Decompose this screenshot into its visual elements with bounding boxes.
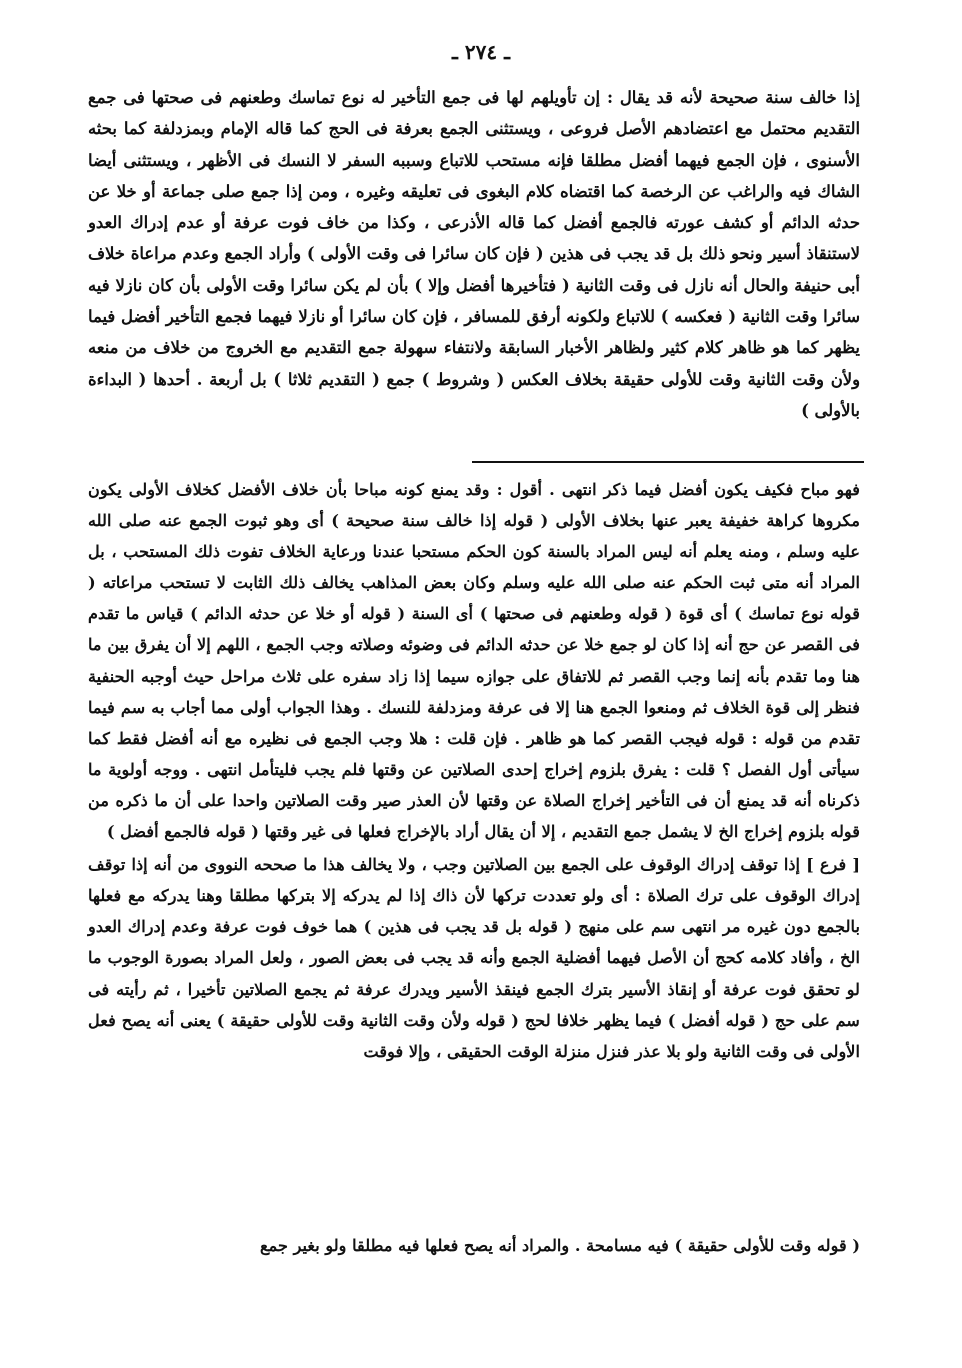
commentary xyxy=(88,474,860,1067)
page-number: ـ ٢٧٤ ـ xyxy=(452,40,510,64)
main-text xyxy=(88,82,860,426)
main-text-paragraph: إذا خالف سنة صحيحة لأنه قد يقال : إن تأويلهم لها فى جمع التأخير له نوع تماسك وطعنهم فى صحتها فى جمع التقديم محتمل مع اعتضادهم الأصل فروعى ، ويستثنى الجمع بعرفة فى الحج كما قاله الإمام وبمزدلفة كما بحثه الأسنوى ، فإن الجمع فيهما أفضل مطلقا فإنه مستحب للاتباع وسببه السفر لا النسك فى الأظهر ، ويستثنى أيضا الشاك فيه والراغب عن الرخصة كما اقتضاه كلام البغوى فى تعليقه وغيره ، ومن إذا جمع صلى جماعة أو خلا عن حدثه الدائم أو كشف عورته فالجمع أفضل كما قاله الأذرعى ، وكذا من خاف فوت عرفة أو عدم إدراك العدو لاستنقاذ أسير ونحو ذلك بل قد يجب فى هذين ( فإن كان سائرا فى وقت الأولى ) وأراد الجمع وعدم مراعاة خلاف أبى حنيفة والحال أنه نازل فى وقت الثانية ( فتأخيرها أفضل وإلا ) بأن لم يكن سائرا وقت الأولى بأن كان نازلا فيه سائرا وقت الثانية ( فعكسه ) للاتباع ولكونه أرفق للمسافر ، فإن كان سائرا أو نازلا فيهما فجمع التأخير أفضل فيما يظهر كما هو ظاهر كلام كثير ولظاهر الأخبار السابقة ولانتفاء سهولة جمع التقديم مع الخروج من خلاف من منعه ولأن وقت الثانية وقت للأولى حقيقة بخلاف العكس ( وشروط ) جمع ( التقديم ثلاثا ) بل أربعة . أحدها ( البداءة بالأولى ) xyxy=(88,88,861,420)
section-divider xyxy=(472,461,864,463)
commentary-paragraph-1: فهو مباح فكيف يكون أفضل فيما ذكر انتهى . أقول : وقد يمنع كونه مباحا بأن خلاف الأفضل كخلاف الأولى يكون مكروها كراهة خفيفة يعبر عنها بخلاف الأولى ( قوله إذا خالف سنة صحيحة ) أى وهو ثبوت الجمع عنه صلى الله عليه وسلم ، ومنه يعلم أنه ليس المراد بالسنة كون الحكم مستحبا عندنا ورعاية الخلاف تفوت ذلك المستحب ، بل المراد أنه متى ثبت الحكم عنه صلى الله عليه وسلم وكان بعض المذاهب يخالف ذلك الثابت لا تستحب مراعاته ( قوله نوع تماسك ) أى قوة ( قوله وطعنهم فى صحتها ) أى السنة ( قوله أو خلا عن حدثه الدائم ) قياس ما تقدم فى القصر عن حج أنه إذا كان لو جمع خلا عن حدثه الدائم فى وضوئه وصلاته وجب الجمع ، اللهم إلا أن يفرق بين ما هنا وما تقدم بأنه إنما وجب القصر ثم للاتفاق على جوازه سيما إذا زاد سفره على ثلاث مراحل حيث أوجبه الحنفية فنظر إلى قوة الخلاف ثم ومنعوا الجمع هنا إلا فى عرفة ومزدلفة للنسك . وهذا الجواب أولى مما أجاب به سم فيما تقدم من قوله : قوله فيجب القصر كما هو ظاهر . فإن قلت : هلا وجب الجمع فى نظيره مع أنه أفضل فقط كما سيأتى أول الفصل ؟ قلت : يفرق بلزوم إخراج إحدى الصلاتين عن وقتها فلم يجب فليتأمل انتهى . ووجه أولوية ما ذكرناه أنه قد يمنع أن فى التأخير إخراج الصلاة عن وقتها لأن العذر صير وقت الصلاتين واحدا على أن ما ذكره من قوله بلزوم إخراج الخ لا يشمل جمع التقديم ، إلا أن يقال أراد بالإخراج فعلها فى غير وقتها ( قوله فالجمع أفضل ) xyxy=(88,480,860,842)
bottom-note: ( قوله وقت للأولى حقيقة ) فيه مسامحة . والمراد أنه يصح فعلها فيه مطلقا ولو بغير جمع xyxy=(259,1236,860,1255)
commentary-paragraph-2: [ فرع ] إذا توقف إدراك الوقوف على الجمع بين الصلاتين وجب ، ولا يخالف هذا ما صححه النووى من أنه إذا توقف إدراك الوقوف على ترك الصلاة : أى ولو تعددت تركها لأن ذاك إذا لم يدركه إلا بتركها مطلقا وهنا يدركه مع فعلها بالجمع دون غيره مر انتهى سم على منهج ( قوله بل قد يجب فى هذين ) هما خوف فوت عرفة وعدم إدراك العدو الخ ، وأفاد كلامه كحج أن الأصل فيهما أفضلية الجمع وأنه قد يجب فى بعض الصور ، ولعل المراد بصورة الوجوب ما لو تحقق فوت عرفة أو إنقاذ الأسير بترك الجمع فينقذ الأسير ويدرك عرفة ثم يجمع الصلاتين تأخيرا ، ثم رأيته فى سم على حج ( قوله أفضل ) فيما يظهر خلافا لحج ( قوله ولأن وقت الثانية وقت للأولى حقيقة ) يعنى أنه يصح فعل الأولى فى وقت الثانية ولو بلا عذر فنزل منزلة الوقت الحقيقى ، وإلا فوقت xyxy=(88,855,860,1061)
